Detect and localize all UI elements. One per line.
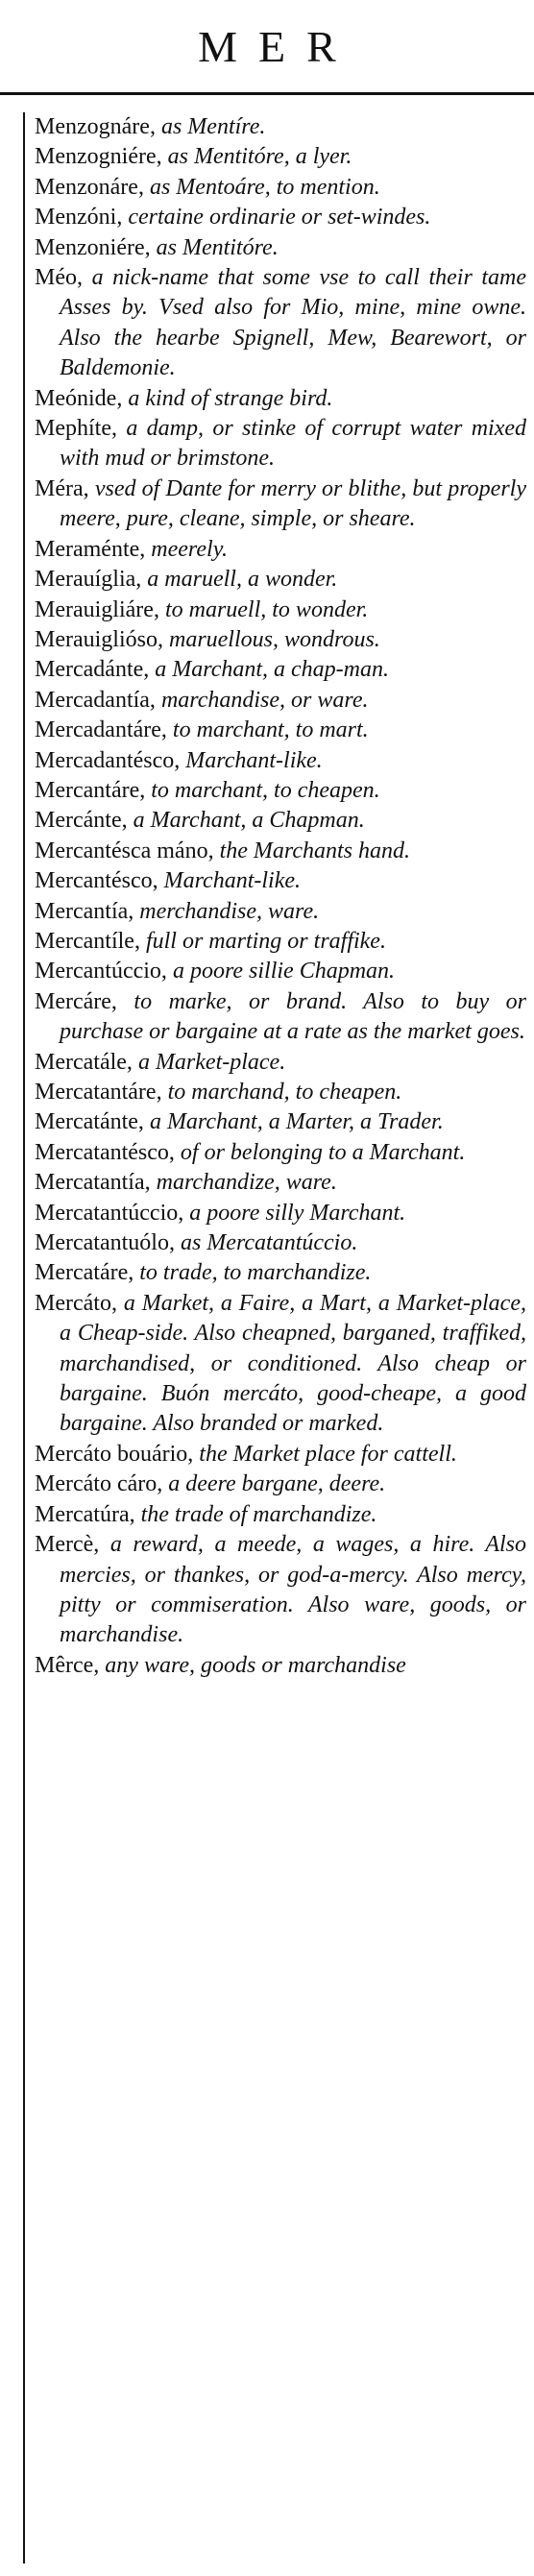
dictionary-entry [35,1500,526,1530]
dictionary-entry [35,1289,526,1440]
entry-gloss: meerely. [145,536,229,562]
entry-gloss: a nick-name that some vse to call their tame Asses by. Vsed also for Mio, mine, mine owne. Also the hearbe Spignell, Mew, Bearewort, or Baldemonie. [60,265,526,381]
entry-headword: Mercatúra, [35,1501,135,1527]
dictionary-entry [35,686,526,716]
entry-gloss: marchandise, or ware. [155,687,369,713]
dictionary-entry [35,927,526,957]
entry-gloss: a Market, a Faire, a Mart, a Market-place, a Cheap-side. Also cheapned, barganed, traffiked, marchandised, or conditioned. Also cheap or bargaine. Buón mercáto, good-cheape, a good bargaine. Also branded or marked. [60,1290,526,1437]
entry-headword: Mercadantáre, [35,717,167,743]
dictionary-entry [35,866,526,896]
entry-headword: Menzonáre, [35,174,144,200]
dictionary-entry [35,655,526,685]
entry-gloss: a poore sillie Chapman. [166,959,396,984]
entry-headword: Menzogniére, [35,144,162,170]
entry-gloss: as Mercatantúccio. [174,1230,358,1256]
entry-gloss: as Mentitóre, a lyer. [161,144,352,170]
entry-headword: Mercantáre, [35,777,146,803]
entry-headword: Mercatále, [35,1049,133,1075]
entry-gloss: the trade of marchandize. [134,1501,377,1527]
entry-gloss: any ware, goods or marchandise [99,1652,406,1678]
dictionary-entry [35,897,526,927]
dictionary-entry [35,1199,526,1228]
entry-gloss: a Market-place. [132,1049,286,1075]
dictionary-entry [35,233,526,263]
entry-gloss: Marchant-like. [158,868,302,894]
entry-headword: Méra, [35,475,89,501]
dictionary-entry [35,414,526,474]
dictionary-entry [35,263,526,384]
entry-gloss: merchandise, ware. [134,898,320,924]
entry-gloss: as Mentíre. [155,114,266,139]
dictionary-entry [35,806,526,836]
entry-gloss: a damp, or stinke of corrupt water mixed with mud or brimstone. [60,416,526,472]
running-head: MER [198,21,357,71]
entry-headword: Mercadánte, [35,657,150,683]
entry-headword: Mercantésco, [35,868,158,894]
entry-gloss: a deere bargane, deere. [162,1471,386,1497]
entry-headword: Mêrce, [35,1652,100,1678]
dictionary-entry [35,1258,526,1288]
entry-headword: Mercatantúccio, [35,1200,184,1226]
entry-gloss: to marchant, to mart. [166,717,369,743]
dictionary-column [23,112,526,2564]
entry-headword: Meraménte, [35,536,146,562]
entry-headword: Mercantúccio, [35,959,167,984]
entry-headword: Mercatáre, [35,1260,134,1286]
dictionary-entry [35,112,526,142]
entry-headword: Meónide, [35,385,123,411]
entry-gloss: of or belonging to a Marchant. [174,1139,466,1165]
entry-headword: Mercáto cáro, [35,1471,163,1497]
entry-gloss: Marchant-like. [180,747,323,773]
dictionary-entry [35,1651,526,1681]
dictionary-entry [35,565,526,595]
dictionary-entry [35,203,526,232]
entry-gloss: a Marchant, a Marter, a Trader. [143,1109,444,1135]
entry-gloss: the Market place for cattell. [193,1441,457,1467]
entry-headword: Mercè, [35,1532,100,1558]
entry-headword: Menzoniére, [35,234,151,260]
entry-headword: Mercatánte, [35,1109,144,1135]
entry-headword: Mercantésca máno, [35,838,214,863]
dictionary-entry [35,776,526,806]
entry-gloss: to maruell, to wonder. [158,596,369,622]
header-rule [0,92,534,95]
entry-gloss: the Marchants hand. [213,838,410,863]
entry-gloss: a kind of strange bird. [122,385,333,411]
dictionary-entry [35,1107,526,1137]
entry-headword: Mercáto, [35,1290,117,1316]
dictionary-entry [35,746,526,776]
dictionary-entry [35,384,526,414]
entry-headword: Mercánte, [35,808,128,834]
entry-gloss: as Mentoáre, to mention. [143,174,380,200]
dictionary-entry [35,535,526,565]
entry-headword: Mercatantésco, [35,1139,175,1165]
entry-headword: Méo, [35,265,83,291]
entry-gloss: certaine ordinarie or set-windes. [122,205,431,231]
entry-headword: Merauigliáre, [35,596,159,622]
dictionary-entry [35,1440,526,1470]
entry-gloss: a maruell, a wonder. [141,567,338,593]
page-header [0,0,534,92]
dictionary-entry [35,625,526,655]
dictionary-entry [35,1138,526,1168]
dictionary-entry [35,1530,526,1651]
entry-headword: Mercatantía, [35,1170,151,1196]
dictionary-entry [35,173,526,203]
dictionary-entry [35,1168,526,1198]
dictionary-entry [35,474,526,535]
entry-headword: Menzóni, [35,205,123,231]
dictionary-entry [35,142,526,172]
entry-gloss: maruellous, wondrous. [162,626,380,652]
entry-headword: Menzognáre, [35,114,156,139]
entry-gloss: to marchand, to cheapen. [161,1080,402,1105]
dictionary-entry [35,987,526,1048]
dictionary-entry [35,716,526,745]
entry-headword: Merauiglióso, [35,626,163,652]
dictionary-entry [35,837,526,866]
entry-headword: Mephíte, [35,416,117,442]
entry-headword: Mercáto bouário, [35,1441,194,1467]
dictionary-entry [35,1470,526,1499]
dictionary-entry [35,1228,526,1258]
entry-gloss: to trade, to marchandize. [134,1260,372,1286]
entry-headword: Mercadantía, [35,687,156,713]
entry-headword: Mercatantuólo, [35,1230,175,1256]
dictionary-entry [35,957,526,986]
dictionary-entry [35,1048,526,1078]
entry-gloss: vsed of Dante for merry or blithe, but properly meere, pure, cleane, simple, or sheare. [60,475,526,532]
entry-gloss: a Marchant, a chap-man. [149,657,390,683]
entry-headword: Mercadantésco, [35,747,181,773]
entry-gloss: to marchant, to cheapen. [145,777,380,803]
entry-headword: Mercantía, [35,898,134,924]
entry-headword: Mercatantáre, [35,1080,162,1105]
entry-gloss: a reward, a meede, a wages, a hire. Also mercies, or thankes, or god-a-mercy. Also mercy, pitty or commiseration. Also ware, goods, or marchandise. [60,1532,526,1648]
entry-gloss: full or marting or traffike. [139,928,386,954]
entry-gloss: a poore silly Marchant. [183,1200,406,1226]
dictionary-entry [35,1078,526,1107]
entry-headword: Mercantíle, [35,928,140,954]
entry-headword: Merauíglia, [35,567,142,593]
entry-gloss: a Marchant, a Chapman. [127,808,365,834]
entry-gloss: marchandize, ware. [150,1170,337,1196]
entry-gloss: to marke, or brand. Also to buy or purchase or bargaine at a rate as the market goes. [60,988,526,1045]
entry-gloss: as Mentitóre. [150,234,279,260]
entry-headword: Mercáre, [35,988,117,1014]
entry-list [35,112,526,1681]
dictionary-entry [35,595,526,625]
